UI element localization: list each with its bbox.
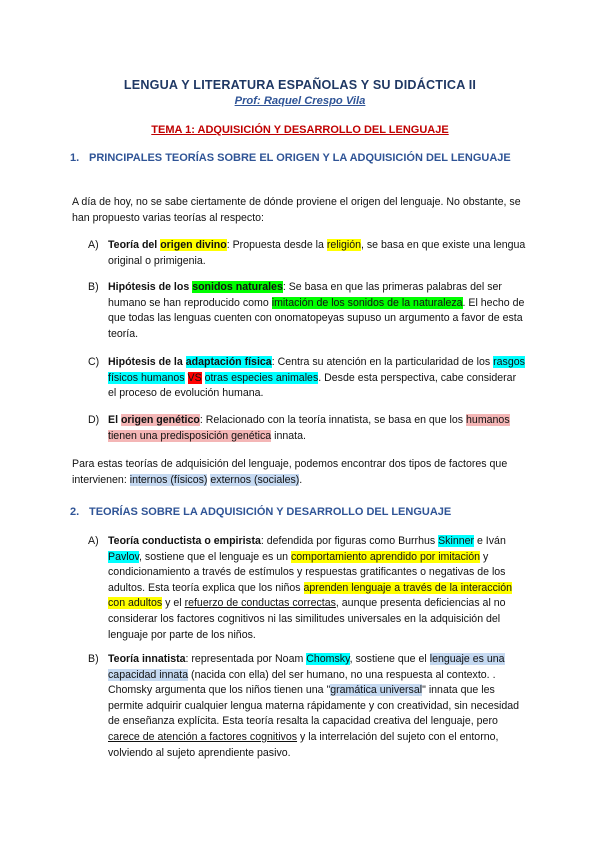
underlined-text: carece de atención a factores cognitivos [108, 730, 298, 743]
highlight: comportamiento aprendido por imitación [290, 550, 481, 563]
highlight: rasgos físicos humanos [108, 356, 525, 384]
highlight: humanos tienen una predisposición genética [108, 414, 510, 442]
item-title: Hipótesis de los sonidos naturales [108, 281, 283, 293]
item-title: Teoría innatista [108, 653, 186, 665]
highlight: origen divino [160, 239, 227, 251]
highlight: origen genético [120, 414, 200, 426]
topic-title: TEMA 1: ADQUISICIÓN Y DESARROLLO DEL LENGUAJE [151, 124, 449, 136]
item-title: El origen genético [108, 414, 200, 426]
section-2-heading-text: TEORÍAS SOBRE LA ADQUISICIÓN Y DESARROLLO DEL LENGUAJE [89, 506, 452, 518]
list-item: A) Teoría conductista o empirista: defendida por figuras como Burrhus Skinner e Iván Pavlov, sostiene que el lenguaje es un comportamiento aprendido por imitación y condicionamiento a través de estímulos y respuestas gratificantes o negativas de los adultos. Esta teoría explica que los niños aprenden lenguaje a través de la interacción con adultos y el refuerzo de conductas correctas, aunque presenta deficiencias al no considerar los factores cognitivos ni las similitudes universales en la adquisición del lenguaje por parte de los niños. [88, 535, 513, 641]
list-item: A) Teoría del origen divino: Propuesta desde la religión, se basa en que existe una lengua original o primigenia. [88, 239, 526, 267]
list-marker: C) [88, 356, 100, 368]
section-1-closing: Para estas teorías de adquisición del lenguaje, podemos encontrar dos tipos de factores que intervienen: internos (físicos) externos (sociales). [72, 458, 508, 486]
list-item: C) Hipótesis de la adaptación física: Centra su atención en la particularidad de los rasgos físicos humanos VS otras especies animales. Desde esta perspectiva, cabe considerar el proceso de evolución humana. [88, 356, 525, 400]
highlight: Chomsky [306, 653, 350, 665]
section-1-heading [70, 151, 529, 167]
highlight: sonidos naturales [192, 281, 283, 293]
highlight: aprenden lenguaje a través de la interacción con adultos [108, 581, 513, 610]
highlight: Skinner [438, 535, 475, 547]
item-title: Hipótesis de la adaptación física [108, 356, 272, 368]
list-marker: D) [88, 414, 100, 426]
highlight: Pavlov [108, 550, 140, 563]
highlight: adaptación física [185, 356, 272, 368]
list-item: B) Teoría innatista: representada por Noam Chomsky, sostiene que el lenguaje es una capacidad innata (nacida con ella) del ser humano, no una respuesta al contexto. . Chomsky argumenta que los niños tienen una "gramática universal" innata que les permite adquirir cualquier lengua materna rápidamente y con creatividad, sin necesidad de enseñanza explícita. Esta teoría resalta la capacidad creativa del lenguaje, pero carece de atención a factores cognitivos y la interrelación del sujeto con el entorno, volviendo al sujeto aprendiente pasivo. [88, 653, 520, 759]
highlight: externos (sociales) [210, 473, 300, 486]
highlight: gramática universal [330, 684, 423, 697]
section-2-number: 2. [70, 506, 80, 518]
highlight: internos (físicos) [129, 473, 208, 486]
item-title: Teoría del origen divino [108, 239, 227, 251]
list-marker: A) [88, 535, 99, 547]
highlight: lenguaje es una capacidad innata [108, 653, 505, 681]
highlight: VS [187, 371, 202, 384]
list-item: B) Hipótesis de los sonidos naturales: Se basa en que las primeras palabras del ser humano se han reproducido como imitación de los sonidos de la naturaleza. El hecho de que todas las lenguas cuenten con onomatopeyas supuso un argumento a favor de esta teoría. [88, 281, 525, 340]
section-1-number: 1. [70, 152, 80, 164]
list-item: D) El origen genético: Relacionado con la teoría innatista, se basa en que los humanos tienen una predisposición genética innata. [88, 414, 510, 442]
highlight: otras especies animales [204, 371, 319, 384]
section-1-heading-text: PRINCIPALES TEORÍAS SOBRE EL ORIGEN Y LA ADQUISICIÓN DEL LENGUAJE [89, 152, 511, 164]
list-marker: B) [88, 281, 99, 293]
section-1-intro: A día de hoy, no se sabe ciertamente de dónde proviene el origen del lenguaje. No obstante, se han propuesto varias teorías al respecto: [72, 196, 521, 224]
section-2-heading [70, 505, 529, 521]
highlight: imitación de los sonidos de la naturaleza [271, 296, 463, 309]
list-marker: B) [88, 653, 99, 665]
list-marker: A) [88, 239, 99, 251]
underlined-text: refuerzo de conductas correctas [184, 597, 336, 610]
highlight: religión [326, 239, 361, 251]
professor-name: Prof: Raquel Crespo Vila [234, 95, 366, 107]
item-title: Teoría conductista o empirista [108, 535, 261, 547]
document-title: LENGUA Y LITERATURA ESPAÑOLAS Y SU DIDÁCTICA II [123, 78, 477, 92]
